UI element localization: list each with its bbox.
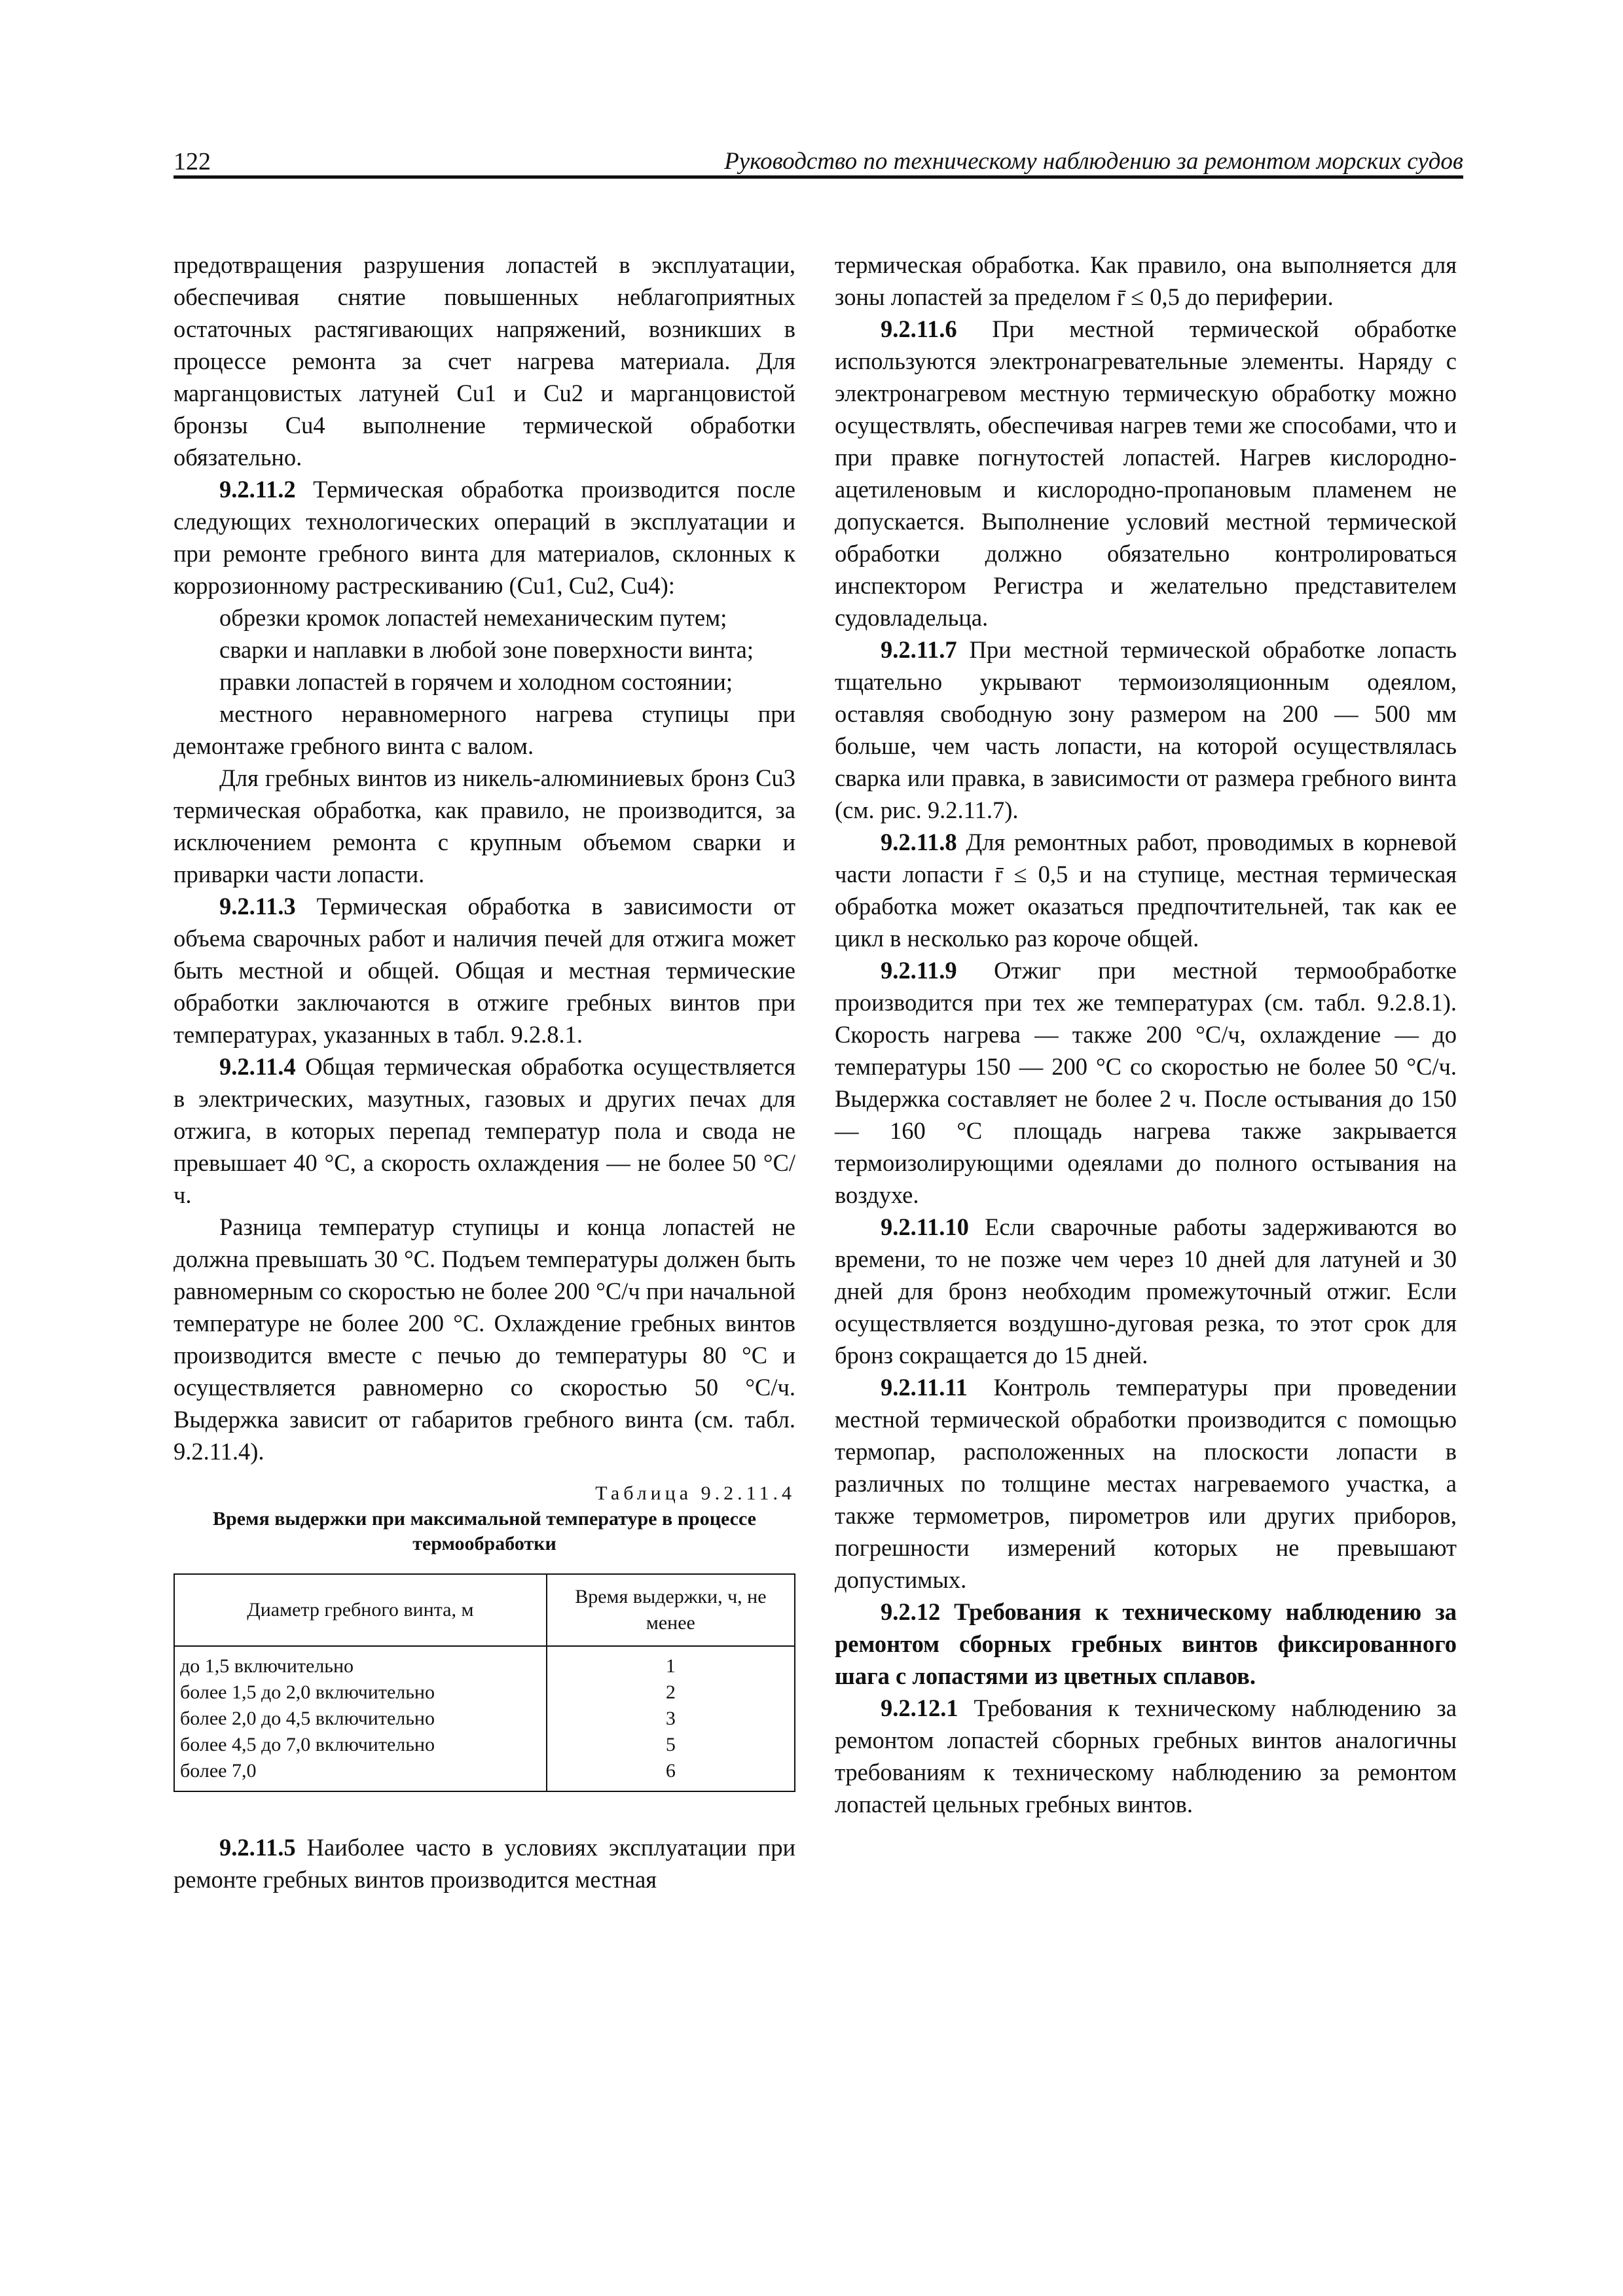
clause-number: 9.2.11.5: [219, 1834, 296, 1861]
column-header-diameter: Диаметр гребного винта, м: [174, 1574, 547, 1646]
clause-number: 9.2.11.4: [219, 1053, 296, 1080]
table-caption: Таблица 9.2.11.4: [595, 1482, 795, 1504]
table-header-row: [174, 1574, 795, 1646]
clause-number: 9.2.11.7: [881, 636, 957, 663]
clause-text: Требования к техническому наблюдению за ремонтом лопастей сборных гребных винтов аналогичны требованиям к техническому наблюдению за ремонтом лопастей цельных гребных винтов.: [835, 1695, 1457, 1818]
paragraph: [835, 1692, 1457, 1820]
cell-time: 6: [547, 1758, 795, 1791]
holding-time-table: [173, 1573, 795, 1792]
paragraph: термическая обработка. Как правило, она выполняется для зоны лопастей за пределом r̄ ≤ 0,5 до периферии.: [835, 251, 1457, 310]
section-heading: 9.2.12 Требования к техническому наблюдению за ремонтом сборных гребных винтов фиксированного шага с лопастями из цветных сплавов.: [835, 1598, 1457, 1689]
left-column: [173, 249, 795, 1895]
list-item: сварки и наплавки в любой зоне поверхности винта;: [219, 636, 754, 663]
clause-number: 9.2.11.10: [881, 1213, 969, 1240]
clause-number: 9.2.11.8: [881, 829, 957, 855]
table-title: Время выдержки при максимальной температуре в процессе термообработки: [213, 1508, 756, 1554]
clause-number: 9.2.11.2: [219, 476, 296, 503]
paragraph: [173, 890, 795, 1050]
paragraph: [173, 473, 795, 601]
paragraph: [835, 1371, 1457, 1596]
clause-text: Отжиг при местной термообработке производится при тех же температурах (см. табл. 9.2.8.1). Скорость нагрева — также 200 °С/ч, охлаждение — до температуры 150 — 200 °С со скоростью не более 50 °С/ч. Выдержка составляет не более 2 ч. После остывания до 150 — 160 °С площадь нагрева также закрывается термоизолирующими одеялами до полного остывания на воздухе.: [835, 957, 1457, 1208]
paragraph: Разница температур ступицы и конца лопастей не должна превышать 30 °С. Подъем температуры должен быть равномерным со скоростью не более 200 °С/ч при начальной температуре не более 200 °С. Охлаждение гребных винтов производится вместе с печью до температуры 80 °С и осуществляется равномерно со скоростью 50 °С/ч. Выдержка зависит от габаритов гребного винта (см. табл. 9.2.11.4).: [173, 1213, 795, 1465]
clause-text: Для ремонтных работ, проводимых в корневой части лопасти r̄ ≤ 0,5 и на ступице, местная термическая обработка может оказаться предпочтительней, так как ее цикл в несколько раз короче общей.: [835, 829, 1457, 952]
cell-time: 1: [547, 1646, 795, 1679]
clause-text: При местной термической обработке используются электронагревательные элементы. Наряду с электронагревом местную термическую обработку можно осуществлять, обеспечивая нагрев теми же способами, что и при правке погнутостей лопастей. Нагрев кислородно-ацетиленовым и кислородно-пропановым пламенем не допускается. Выполнение условий местной термической обработки должно обязательно контролироваться инспектором Регистра и желательно представителем судовладельца.: [835, 315, 1457, 631]
cell-time: 2: [547, 1679, 795, 1706]
table-row: [174, 1732, 795, 1758]
clause-number: 9.2.12.1: [881, 1695, 958, 1721]
paragraph: предотвращения разрушения лопастей в эксплуатации, обеспечивая снятие повышенных неблагоприятных остаточных растягивающих напряжений, возникших в процессе ремонта за счет нагрева материала. Для марганцовистых латуней Cu1 и Cu2 и марганцовистой бронзы Cu4 выполнение термической обработки обязательно.: [173, 251, 795, 471]
cell-diameter: более 4,5 до 7,0 включительно: [174, 1732, 547, 1758]
cell-diameter: более 2,0 до 4,5 включительно: [174, 1706, 547, 1732]
header-rule: [173, 175, 1463, 179]
clause-text: При местной термической обработке лопасть тщательно укрывают термоизоляционным одеялом, оставляя свободную зону размером на 200 — 500 мм больше, чем часть лопасти, на которой осуществлялась сварка или правка, в зависимости от размера гребного винта (см. рис. 9.2.11.7).: [835, 636, 1457, 823]
clause-text: Если сварочные работы задерживаются во времени, то не позже чем через 10 дней для латуней и 30 дней для бронз необходим промежуточный отжиг. Если осуществляется воздушно-дуговая резка, то этот срок для бронз сокращается до 15 дней.: [835, 1213, 1457, 1369]
right-column: [835, 249, 1457, 1820]
running-title: Руководство по техническому наблюдению за ремонтом морских судов: [724, 148, 1463, 175]
paragraph: [173, 1831, 795, 1895]
cell-diameter: более 7,0: [174, 1758, 547, 1791]
list-item: обрезки кромок лопастей немеханическим путем;: [219, 604, 727, 631]
page-number: 122: [173, 148, 211, 175]
paragraph: [835, 826, 1457, 954]
table-row: [174, 1646, 795, 1679]
clause-number: 9.2.11.6: [881, 315, 957, 342]
paragraph: [835, 634, 1457, 826]
cell-diameter: до 1,5 включительно: [174, 1646, 547, 1679]
cell-time: 5: [547, 1732, 795, 1758]
cell-time: 3: [547, 1706, 795, 1732]
table-row: [174, 1706, 795, 1732]
clause-number: 9.2.11.11: [881, 1374, 968, 1401]
column-header-time: Время выдержки, ч, не менее: [547, 1574, 795, 1646]
clause-text: Наиболее часто в условиях эксплуатации при ремонте гребных винтов производится местная: [173, 1834, 795, 1893]
paragraph: [835, 954, 1457, 1211]
clause-text: Контроль температуры при проведении местной термической обработки производится с помощью термопар, расположенных на плоскости лопасти в различных по толщине местах нагреваемого участка, а также термометров, пирометров или других приборов, погрешности измерений которых не превышают допустимых.: [835, 1374, 1457, 1593]
clause-text: Термическая обработка производится после следующих технологических операций в эксплуатации и при ремонте гребного винта для материалов, склонных к коррозионному растрескиванию (Cu1, Cu2, Cu4):: [173, 476, 795, 599]
list-item: правки лопастей в горячем и холодном состоянии;: [219, 668, 733, 695]
table-row: [174, 1758, 795, 1791]
clause-number: 9.2.11.9: [881, 957, 957, 984]
table-row: [174, 1679, 795, 1706]
clause-text: Общая термическая обработка осуществляется в электрических, мазутных, газовых и других печах для отжига, в которых перепад температур пола и свода не превышает 40 °С, а скорость охлаждения — не более 50 °С/ч.: [173, 1053, 795, 1208]
paragraph: Для гребных винтов из никель-алюминиевых бронз Cu3 термическая обработка, как правило, не производится, за исключением ремонта с крупным объемом сварки и приварки части лопасти.: [173, 764, 795, 888]
list-item: местного неравномерного нагрева ступицы при демонтаже гребного винта с валом.: [173, 700, 795, 759]
paragraph: [173, 1050, 795, 1211]
cell-diameter: более 1,5 до 2,0 включительно: [174, 1679, 547, 1706]
clause-text: Термическая обработка в зависимости от объема сварочных работ и наличия печей для отжига может быть местной и общей. Общая и местная термические обработки заключаются в отжиге гребных винтов при температурах, указанных в табл. 9.2.8.1.: [173, 893, 795, 1048]
paragraph: [835, 313, 1457, 634]
paragraph: [835, 1211, 1457, 1371]
clause-number: 9.2.11.3: [219, 893, 296, 920]
